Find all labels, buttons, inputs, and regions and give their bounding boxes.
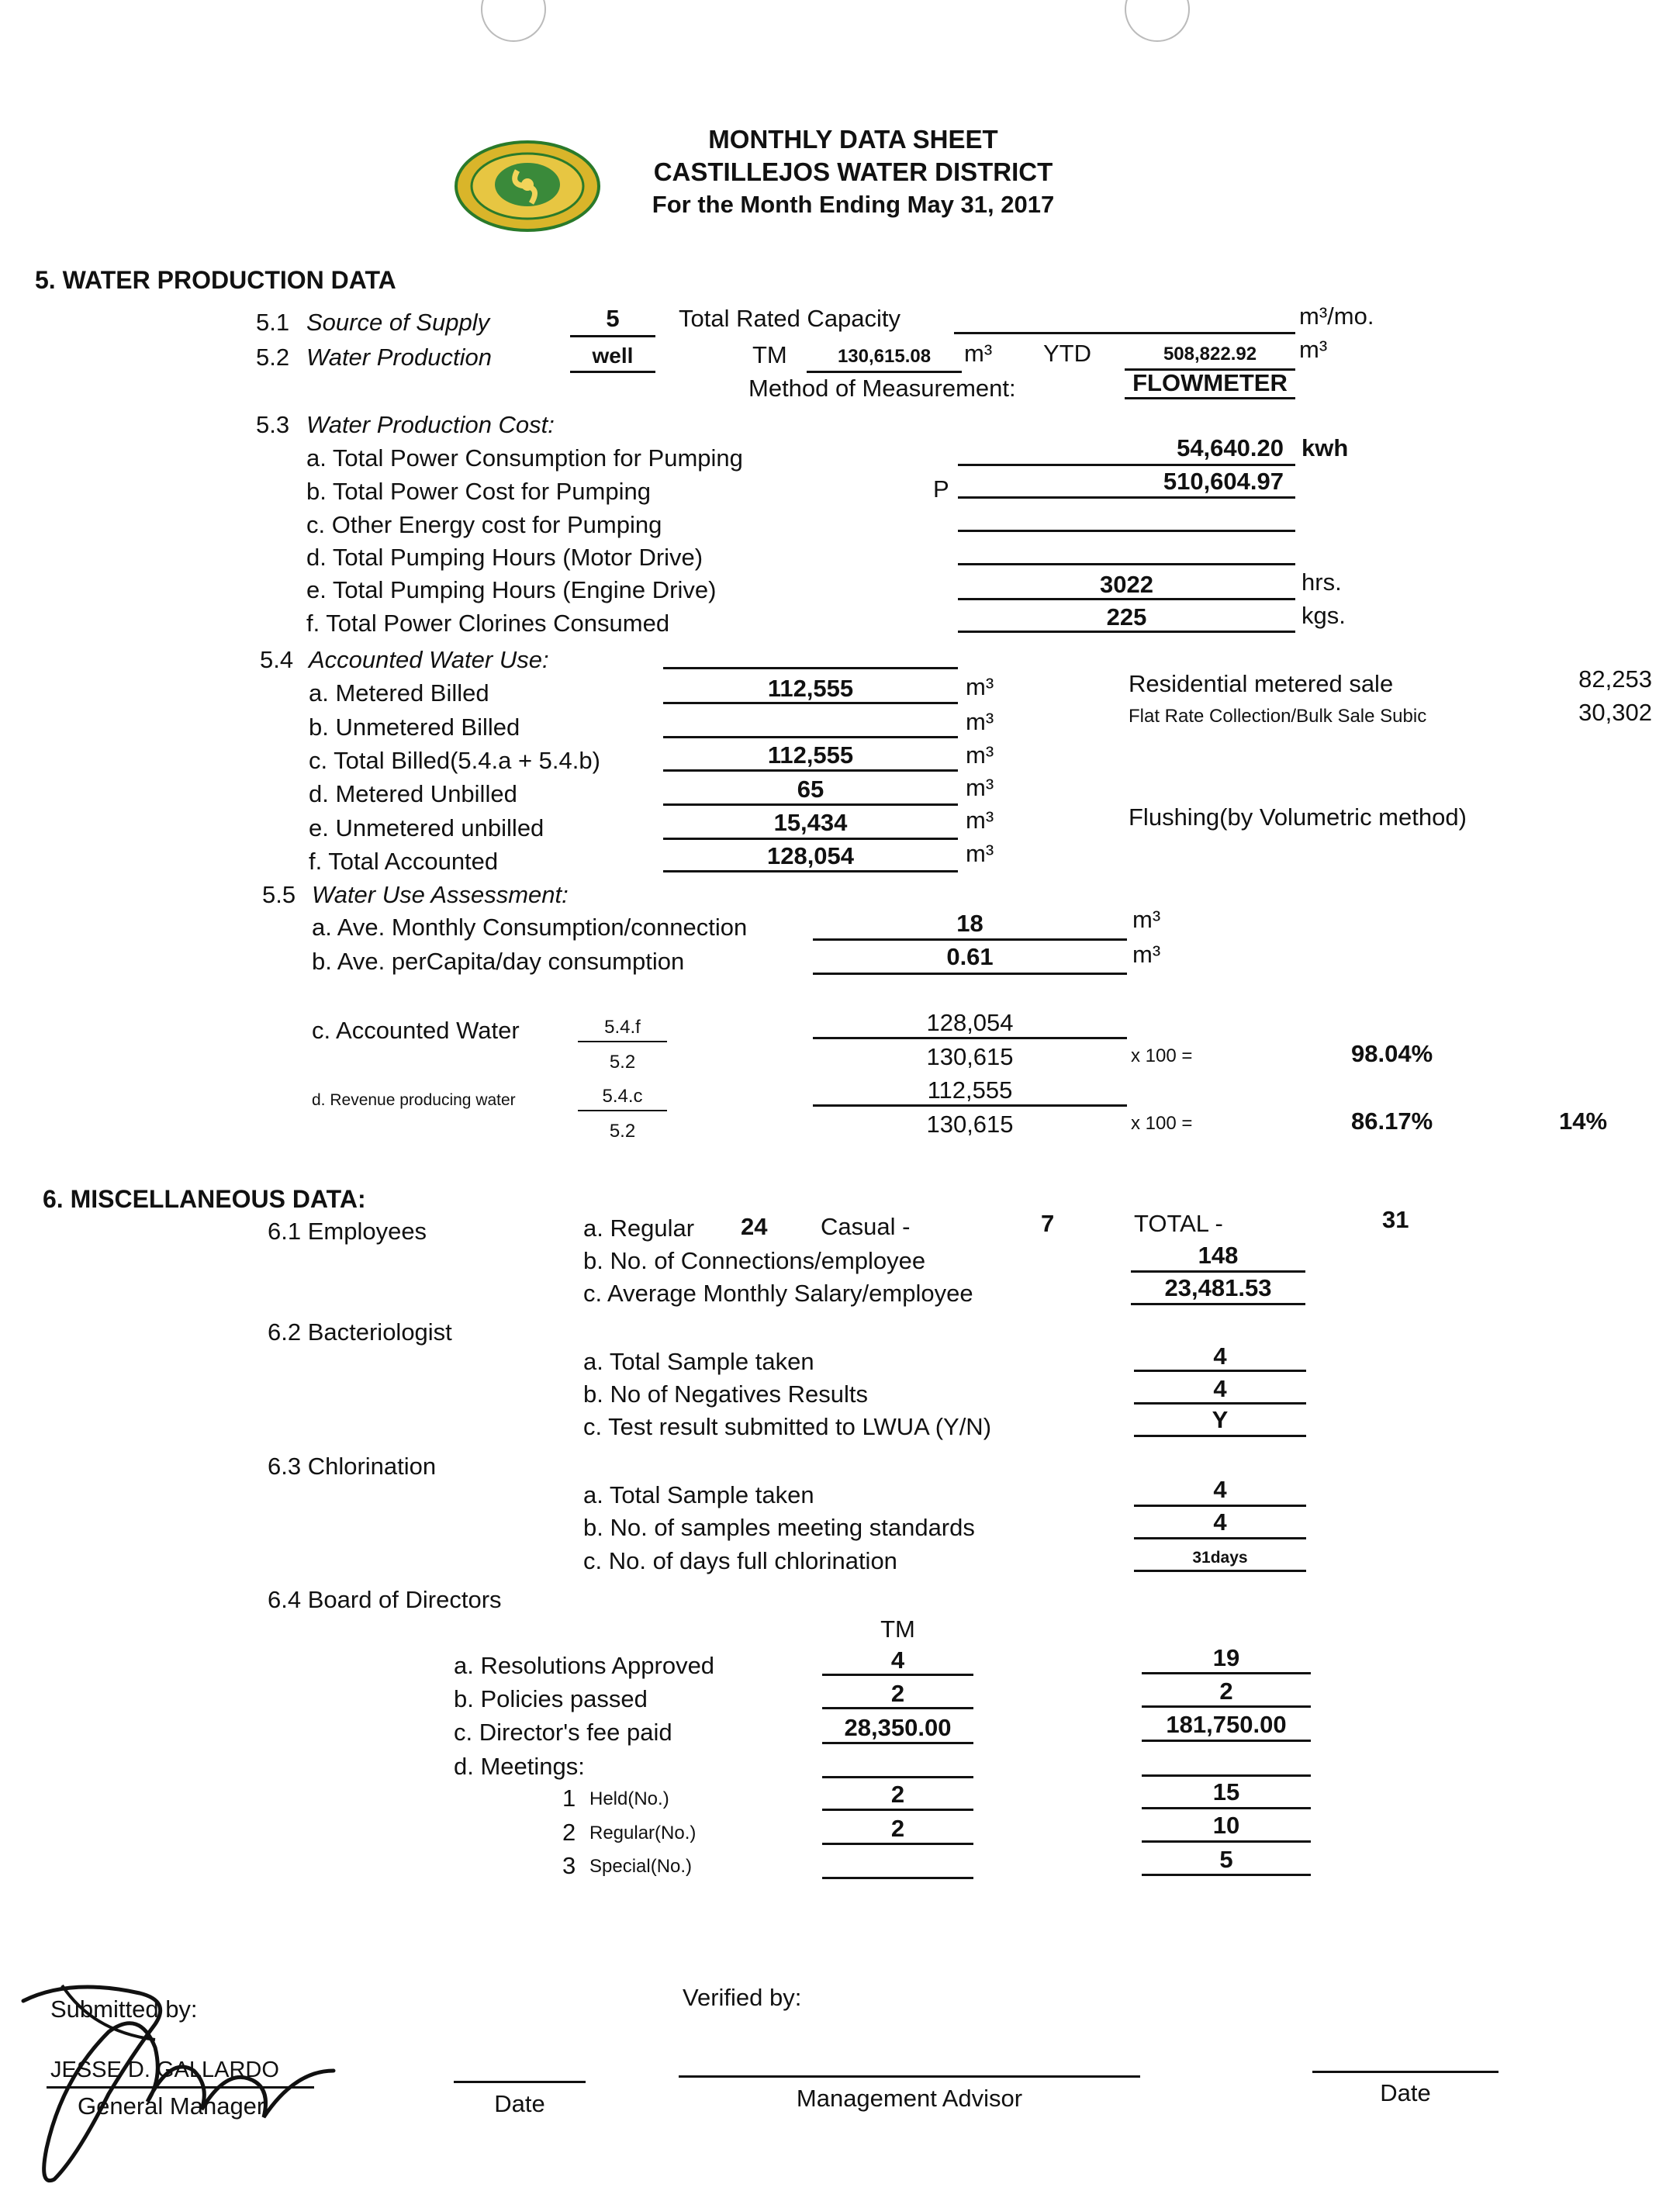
s64-d3-label: Special(No.)	[589, 1856, 693, 1877]
s51-value-line	[570, 335, 655, 337]
s63-c-label: c. No. of days full chlorination	[583, 1547, 897, 1574]
s52-method-label: Method of Measurement:	[748, 375, 1016, 402]
s53-f-unit: kgs.	[1301, 602, 1346, 629]
s54-f-unit: m³	[966, 840, 994, 867]
flat-rate-value: 30,302	[1578, 699, 1652, 726]
s55-d-divider	[813, 1104, 1127, 1107]
date2-label: Date	[1380, 2079, 1431, 2106]
s55-d-num-ref: 5.4.c	[602, 1086, 643, 1107]
s55-b-line	[813, 973, 1127, 975]
s52-value: well	[592, 344, 634, 368]
s61-b-line	[1131, 1270, 1305, 1273]
s62-a-label: a. Total Sample taken	[583, 1348, 814, 1375]
s54-f-line	[663, 870, 958, 872]
doc-period: For the Month Ending May 31, 2017	[652, 191, 1055, 218]
s62-c-line	[1134, 1435, 1306, 1437]
date1-line	[454, 2081, 586, 2083]
s55-num: 5.5	[262, 881, 296, 908]
section-5-heading: 5. WATER PRODUCTION DATA	[35, 266, 396, 294]
s64-a-label: a. Resolutions Approved	[454, 1652, 715, 1679]
s64-d3-num: 3	[562, 1852, 576, 1879]
s55-a-value: 18	[956, 910, 983, 937]
s54-c-line	[663, 769, 958, 772]
s63-a-value: 4	[1213, 1476, 1227, 1503]
date1-label: Date	[494, 2090, 545, 2117]
s55-b-value: 0.61	[946, 943, 994, 970]
s52-tm-value: 130,615.08	[837, 346, 932, 367]
s63-b-value: 4	[1213, 1508, 1227, 1536]
date2-line	[1312, 2071, 1499, 2073]
s64-d1-num: 1	[562, 1785, 576, 1812]
s64-b-ytd: 2	[1219, 1678, 1233, 1705]
s54-a-value: 112,555	[767, 675, 854, 702]
s62-b-line	[1134, 1402, 1306, 1405]
s55-c-num-ref: 5.4.f	[604, 1017, 641, 1038]
s53-a-label: a. Total Power Consumption for Pumping	[306, 444, 743, 472]
s53-d-line	[958, 563, 1295, 565]
s53-e-unit: hrs.	[1301, 568, 1342, 596]
punch-hole-right	[1125, 0, 1190, 42]
flat-rate-label: Flat Rate Collection/Bulk Sale Subic	[1129, 706, 1427, 727]
s64-a-tm-line	[822, 1674, 973, 1676]
s55-a-line	[813, 938, 1127, 941]
submitted-by-label: Submitted by:	[50, 1995, 198, 2023]
s63-c-value: 31days	[1192, 1549, 1248, 1567]
s53-label: Water Production Cost:	[306, 411, 555, 438]
doc-title: MONTHLY DATA SHEET	[708, 125, 998, 154]
s53-a-value: 54,640.20	[1177, 434, 1284, 461]
s64-d-tm-line	[822, 1776, 973, 1778]
s52-ytd-label: YTD	[1043, 340, 1091, 367]
s54-d-unit: m³	[966, 774, 994, 801]
s62-c-label: c. Test result submitted to LWUA (Y/N)	[583, 1413, 992, 1440]
s55-d-extra: 14%	[1559, 1107, 1608, 1135]
s61-b-label: b. No. of Connections/employee	[583, 1247, 926, 1274]
s54-e-line	[663, 838, 958, 840]
s55-d-den-ref: 5.2	[609, 1121, 636, 1142]
s62-a-value: 4	[1213, 1342, 1227, 1370]
s55-c-numerator: 128,054	[926, 1009, 1014, 1036]
s61-total-value: 31	[1382, 1206, 1409, 1233]
s54-top-line	[663, 667, 958, 669]
s64-d2-ytd-line	[1142, 1840, 1311, 1843]
s54-e-value: 15,434	[773, 809, 848, 836]
s64-a-tm: 4	[890, 1646, 905, 1674]
s64-d3-tm-line	[822, 1877, 973, 1879]
submitter-name: JESSE D. GALLARDO	[50, 2058, 279, 2082]
s64-label: 6.4 Board of Directors	[268, 1586, 502, 1613]
s55-d-multiplier: x 100 =	[1131, 1113, 1193, 1134]
s64-d1-ytd-line	[1142, 1807, 1311, 1809]
doc-org: CASTILLEJOS WATER DISTRICT	[653, 157, 1053, 186]
s62-c-value: Y	[1212, 1406, 1229, 1433]
s54-f-value: 128,054	[766, 842, 855, 869]
s55-a-label: a. Ave. Monthly Consumption/connection	[312, 914, 748, 941]
s55-b-label: b. Ave. perCapita/day consumption	[312, 948, 685, 975]
s55-a-unit: m³	[1132, 906, 1161, 933]
submitter-title: General Manager	[78, 2092, 265, 2120]
flushing-label: Flushing(by Volumetric method)	[1129, 803, 1467, 831]
handwritten-signature	[16, 1970, 357, 2195]
s53-e-label: e. Total Pumping Hours (Engine Drive)	[306, 576, 717, 603]
s52-method-value: FLOWMETER	[1132, 369, 1288, 396]
residential-sale-label: Residential metered sale	[1129, 670, 1394, 697]
s64-d2-tm-line	[822, 1843, 973, 1845]
s64-tm-header: TM	[880, 1615, 915, 1643]
s51-capacity-unit: m³/mo.	[1299, 302, 1374, 330]
s52-num: 5.2	[256, 344, 290, 371]
s51-value: 5	[606, 305, 620, 332]
s64-c-label: c. Director's fee paid	[454, 1719, 672, 1746]
s54-b-line	[663, 736, 958, 738]
s63-a-label: a. Total Sample taken	[583, 1481, 814, 1508]
s64-c-tm-line	[822, 1742, 973, 1744]
s54-b-label: b. Unmetered Billed	[309, 714, 520, 741]
s53-f-value: 225	[1106, 603, 1147, 631]
s61-casual-value: 7	[1041, 1210, 1055, 1237]
verified-by-label: Verified by:	[683, 1984, 802, 2011]
district-logo-seal	[454, 140, 601, 233]
s55-c-divider	[813, 1037, 1127, 1039]
s54-num: 5.4	[260, 646, 294, 673]
s64-d2-label: Regular(No.)	[589, 1823, 697, 1843]
s64-a-ytd-line	[1142, 1672, 1311, 1674]
s52-label: Water Production	[306, 344, 492, 371]
s63-label: 6.3 Chlorination	[268, 1453, 437, 1480]
s64-d1-tm: 2	[890, 1781, 905, 1808]
s63-c-line	[1134, 1570, 1306, 1572]
s55-c-multiplier: x 100 =	[1131, 1045, 1193, 1066]
s64-d-label: d. Meetings:	[454, 1753, 585, 1780]
s62-label: 6.2 Bacteriologist	[268, 1318, 452, 1346]
s55-d-numerator: 112,555	[927, 1076, 1013, 1104]
s61-regular-value: 24	[741, 1213, 768, 1240]
s54-a-label: a. Metered Billed	[309, 679, 489, 707]
s55-d-ref-divider	[578, 1110, 667, 1111]
s64-d2-ytd: 10	[1212, 1812, 1240, 1839]
s54-c-value: 112,555	[767, 741, 854, 769]
s54-e-label: e. Unmetered unbilled	[309, 814, 544, 841]
s53-c-line	[958, 530, 1295, 532]
s54-b-unit: m³	[966, 708, 994, 735]
s54-c-unit: m³	[966, 741, 994, 769]
s61-b-value: 148	[1198, 1242, 1239, 1269]
residential-sale-value: 82,253	[1578, 665, 1652, 693]
s61-c-line	[1131, 1303, 1305, 1305]
s64-d3-ytd: 5	[1219, 1846, 1233, 1873]
s61-total-label: TOTAL -	[1134, 1210, 1223, 1237]
s53-b-label: b. Total Power Cost for Pumping	[306, 478, 651, 505]
s51-capacity-line	[954, 332, 1295, 334]
s54-d-line	[663, 803, 958, 806]
advisor-line	[679, 2075, 1140, 2078]
s53-b-prefix: P	[933, 475, 949, 503]
s53-d-label: d. Total Pumping Hours (Motor Drive)	[306, 544, 703, 571]
s53-num: 5.3	[256, 411, 290, 438]
s53-f-line	[958, 631, 1295, 633]
s61-casual-label: Casual -	[821, 1213, 911, 1240]
section-6-heading: 6. MISCELLANEOUS DATA:	[43, 1185, 366, 1213]
s53-c-label: c. Other Energy cost for Pumping	[306, 511, 662, 538]
s53-a-unit: kwh	[1301, 434, 1349, 461]
s54-d-value: 65	[797, 776, 824, 803]
s52-method-line	[1125, 397, 1295, 399]
s51-capacity-label: Total Rated Capacity	[679, 305, 901, 332]
s54-f-label: f. Total Accounted	[309, 848, 499, 875]
s54-a-unit: m³	[966, 673, 994, 700]
s63-b-label: b. No. of samples meeting standards	[583, 1514, 975, 1541]
s52-tm-line	[807, 371, 962, 373]
s55-c-den-ref: 5.2	[609, 1052, 636, 1073]
punch-hole-left	[481, 0, 546, 42]
s64-b-ytd-line	[1142, 1705, 1311, 1708]
s52-ytd-unit: m³	[1299, 336, 1328, 363]
s62-b-label: b. No of Negatives Results	[583, 1380, 869, 1408]
s64-d1-ytd: 15	[1212, 1778, 1240, 1805]
s52-ytd-value: 508,822.92	[1163, 344, 1257, 365]
s55-c-label: c. Accounted Water	[312, 1017, 520, 1044]
s54-a-line	[663, 702, 958, 704]
s64-c-ytd: 181,750.00	[1166, 1711, 1287, 1738]
s62-b-value: 4	[1213, 1375, 1227, 1402]
s55-b-unit: m³	[1132, 941, 1161, 968]
s64-d2-tm: 2	[890, 1815, 905, 1842]
s61-c-value: 23,481.53	[1164, 1274, 1272, 1301]
s61-c-label: c. Average Monthly Salary/employee	[583, 1280, 973, 1307]
s54-e-unit: m³	[966, 807, 994, 834]
s53-b-value: 510,604.97	[1163, 468, 1284, 495]
submitter-line	[47, 2086, 314, 2089]
s62-a-line	[1134, 1370, 1306, 1372]
s64-d-ytd-line	[1142, 1774, 1311, 1777]
s55-d-denominator: 130,615	[926, 1111, 1014, 1138]
s64-b-tm: 2	[890, 1680, 905, 1707]
s64-b-label: b. Policies passed	[454, 1685, 648, 1712]
s55-label: Water Use Assessment:	[312, 881, 569, 908]
s54-label: Accounted Water Use:	[309, 646, 549, 673]
s64-a-ytd: 19	[1212, 1644, 1240, 1671]
s55-c-ref-divider	[578, 1041, 667, 1042]
s64-d1-tm-line	[822, 1809, 973, 1811]
s63-a-line	[1134, 1505, 1306, 1507]
s64-d1-label: Held(No.)	[589, 1788, 669, 1809]
s54-d-label: d. Metered Unbilled	[309, 780, 517, 807]
s53-e-value: 3022	[1100, 571, 1153, 598]
s55-d-result: 86.17%	[1351, 1107, 1433, 1135]
s53-f-label: f. Total Power Clorines Consumed	[306, 610, 670, 637]
s53-a-line	[958, 464, 1295, 466]
s63-b-line	[1134, 1537, 1306, 1539]
advisor-label: Management Advisor	[796, 2085, 1023, 2112]
s61-label: 6.1 Employees	[268, 1218, 427, 1245]
s52-tm-unit: m³	[964, 340, 993, 367]
s52-tm-label: TM	[752, 341, 787, 368]
s53-e-line	[958, 598, 1295, 600]
s54-c-label: c. Total Billed(5.4.a + 5.4.b)	[309, 747, 600, 774]
s53-b-line	[958, 496, 1295, 499]
s51-label: Source of Supply	[306, 309, 490, 336]
s55-c-denominator: 130,615	[926, 1043, 1014, 1070]
s52-value-line	[570, 371, 655, 373]
s64-d2-num: 2	[562, 1819, 576, 1846]
s64-c-ytd-line	[1142, 1740, 1311, 1742]
s64-b-tm-line	[822, 1707, 973, 1709]
s51-num: 5.1	[256, 309, 290, 336]
s61-regular-label: a. Regular	[583, 1215, 695, 1242]
s64-c-tm: 28,350.00	[844, 1714, 952, 1741]
s64-d3-ytd-line	[1142, 1874, 1311, 1876]
s55-d-label: d. Revenue producing water	[312, 1091, 516, 1109]
s55-c-result: 98.04%	[1351, 1040, 1433, 1067]
